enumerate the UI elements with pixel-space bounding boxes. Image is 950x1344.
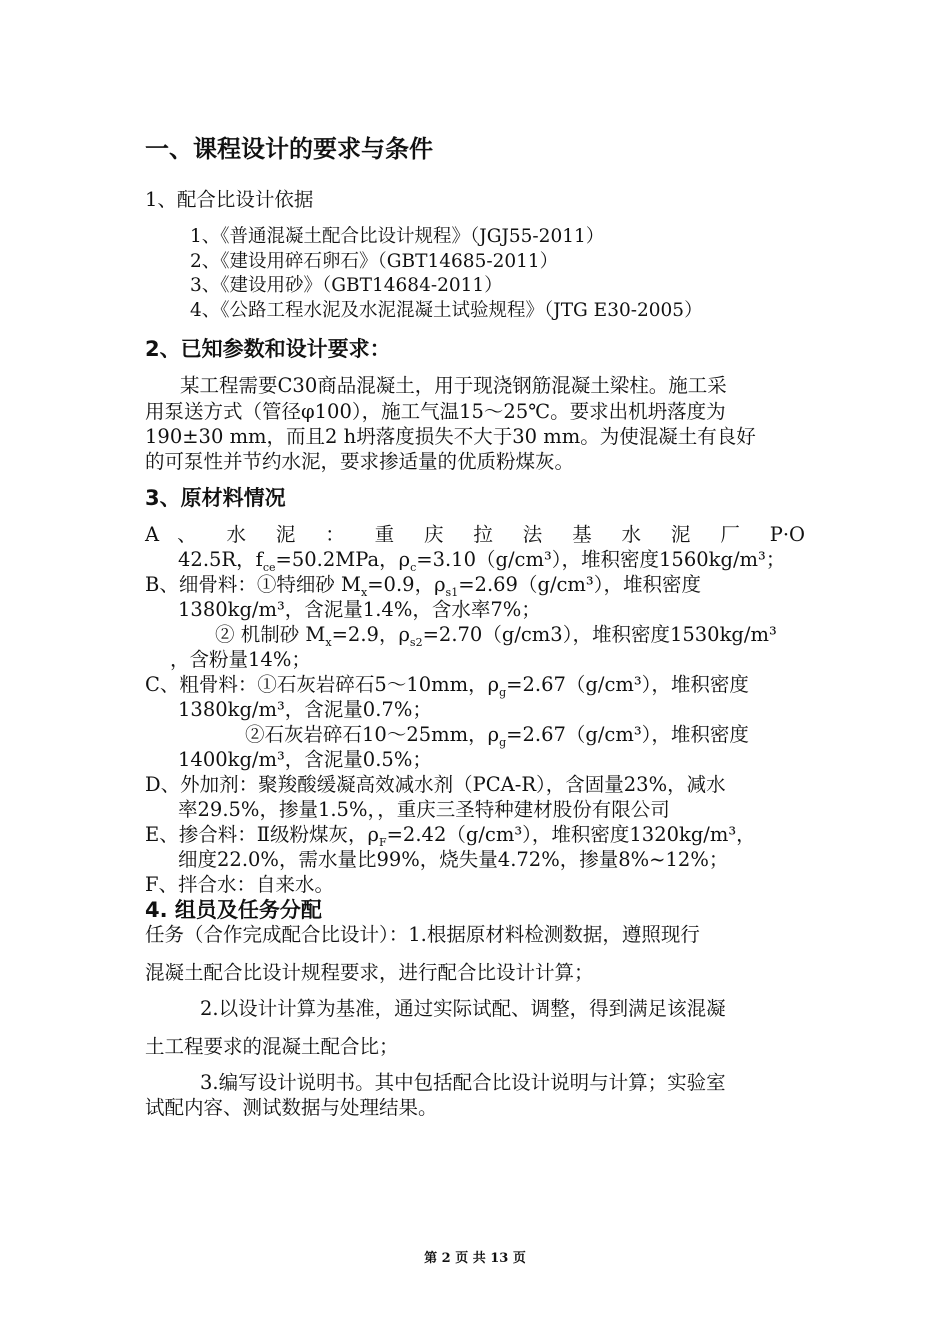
admixture-properties: 率29.5%，掺量1.5%，，重庆三圣特种建材股份有限公司: [178, 798, 670, 821]
reference-item: 3、《建设用砂》（GBT14684-2011）: [190, 275, 503, 296]
task-line: 土工程要求的混凝土配合比；: [145, 1035, 399, 1058]
coarse-aggregate-properties-2: 1400kg/m³，含泥量0.5%；: [178, 748, 432, 771]
reference-item: 1、《普通混凝土配合比设计规程》（JGJ55-2011）: [190, 226, 605, 247]
coarse-aggregate-line: C、粗骨料：①石灰岩碎石5～10mm，$\rho_g=2.67(g/cm^3)$，堆积密度: [145, 673, 749, 699]
section-3-title: 3、原材料情况: [145, 486, 286, 510]
requirement-line: 某工程需要C30商品混凝土，用于现浇钢筋混凝土梁柱。施工采: [180, 374, 727, 397]
manufactured-sand-properties: ，含粉量14%；: [170, 648, 311, 671]
page-footer: 第 2 页 共 13 页: [424, 1251, 526, 1266]
requirement-line: 190±30 mm，而且2 h坍落度损失不大于30 mm。为使混凝土有良好: [145, 425, 756, 448]
manufactured-sand-line: ② 机制砂 $M_x=2.9$，$\rho_{s2}=2.70(g/cm3)$，堆积密度1530kg/m³: [215, 623, 777, 649]
task-line: 2.以设计计算为基准，通过实际试配、调整，得到满足该混凝: [200, 997, 726, 1020]
mineral-admixture-properties: 细度22.0%，需水量比99%，烧失量4.72%，掺量8%~12%；: [178, 848, 729, 871]
mineral-admixture-line: E、掺合料：Ⅱ级粉煤灰，$\rho_F=2.42(g/cm^3)$，堆积密度1320kg/m³，: [145, 823, 756, 849]
section-2-title: 2、已知参数和设计要求：: [145, 337, 391, 361]
task-line: 混凝土配合比设计规程要求，进行配合比设计计算；: [145, 961, 594, 984]
coarse-aggregate-line-2: ②石灰岩碎石10～25mm，$\rho_g=2.67(g/cm^3)$，堆积密度: [245, 723, 749, 749]
coarse-aggregate-properties: 1380kg/m³，含泥量0.7%；: [178, 698, 432, 721]
reference-item: 4、《公路工程水泥及水泥混凝土试验规程》（JTG E30-2005）: [190, 300, 703, 321]
requirement-line: 用泵送方式（管径φ100），施工气温15～25℃。要求出机坍落度为: [145, 400, 726, 423]
fine-aggregate-line: B、细骨料：①特细砂 $M_x=0.9$，$\rho_{s1}=2.69(g/cm^3)$，堆积密度: [145, 573, 701, 599]
section-4-title: 4. 组员及任务分配: [145, 898, 322, 922]
admixture-line: D、外加剂：聚羧酸缓凝高效减水剂（PCA-R），含固量23%，减水: [145, 773, 726, 796]
reference-item: 2、《建设用碎石卵石》（GBT14685-2011）: [190, 251, 559, 272]
task-line: 试配内容、测试数据与处理结果。: [145, 1096, 438, 1119]
requirement-line: 的可泵性并节约水泥，要求掺适量的优质粉煤灰。: [145, 450, 575, 473]
fine-aggregate-properties: 1380kg/m³，含泥量1.4%，含水率7%；: [178, 598, 541, 621]
main-heading: 一、课程设计的要求与条件: [145, 135, 433, 163]
mixing-water-line: F、拌合水：自来水。: [145, 873, 335, 896]
task-line: 任务（合作完成配合比设计）：1.根据原材料检测数据，遵照现行: [145, 923, 700, 946]
section-1-title: 1、配合比设计依据: [145, 188, 314, 211]
task-line: 3.编写设计说明书。其中包括配合比设计说明与计算；实验室: [200, 1071, 726, 1094]
cement-line: A 、 水 泥 ： 重 庆 拉 法 基 水 泥 厂 P·O: [145, 523, 805, 546]
cement-properties: 42.5R，$f_{ce}=50.2MPa$，$\rho_c=3.10(g/cm^3)$，堆积密度1560kg/m³；: [178, 548, 786, 574]
